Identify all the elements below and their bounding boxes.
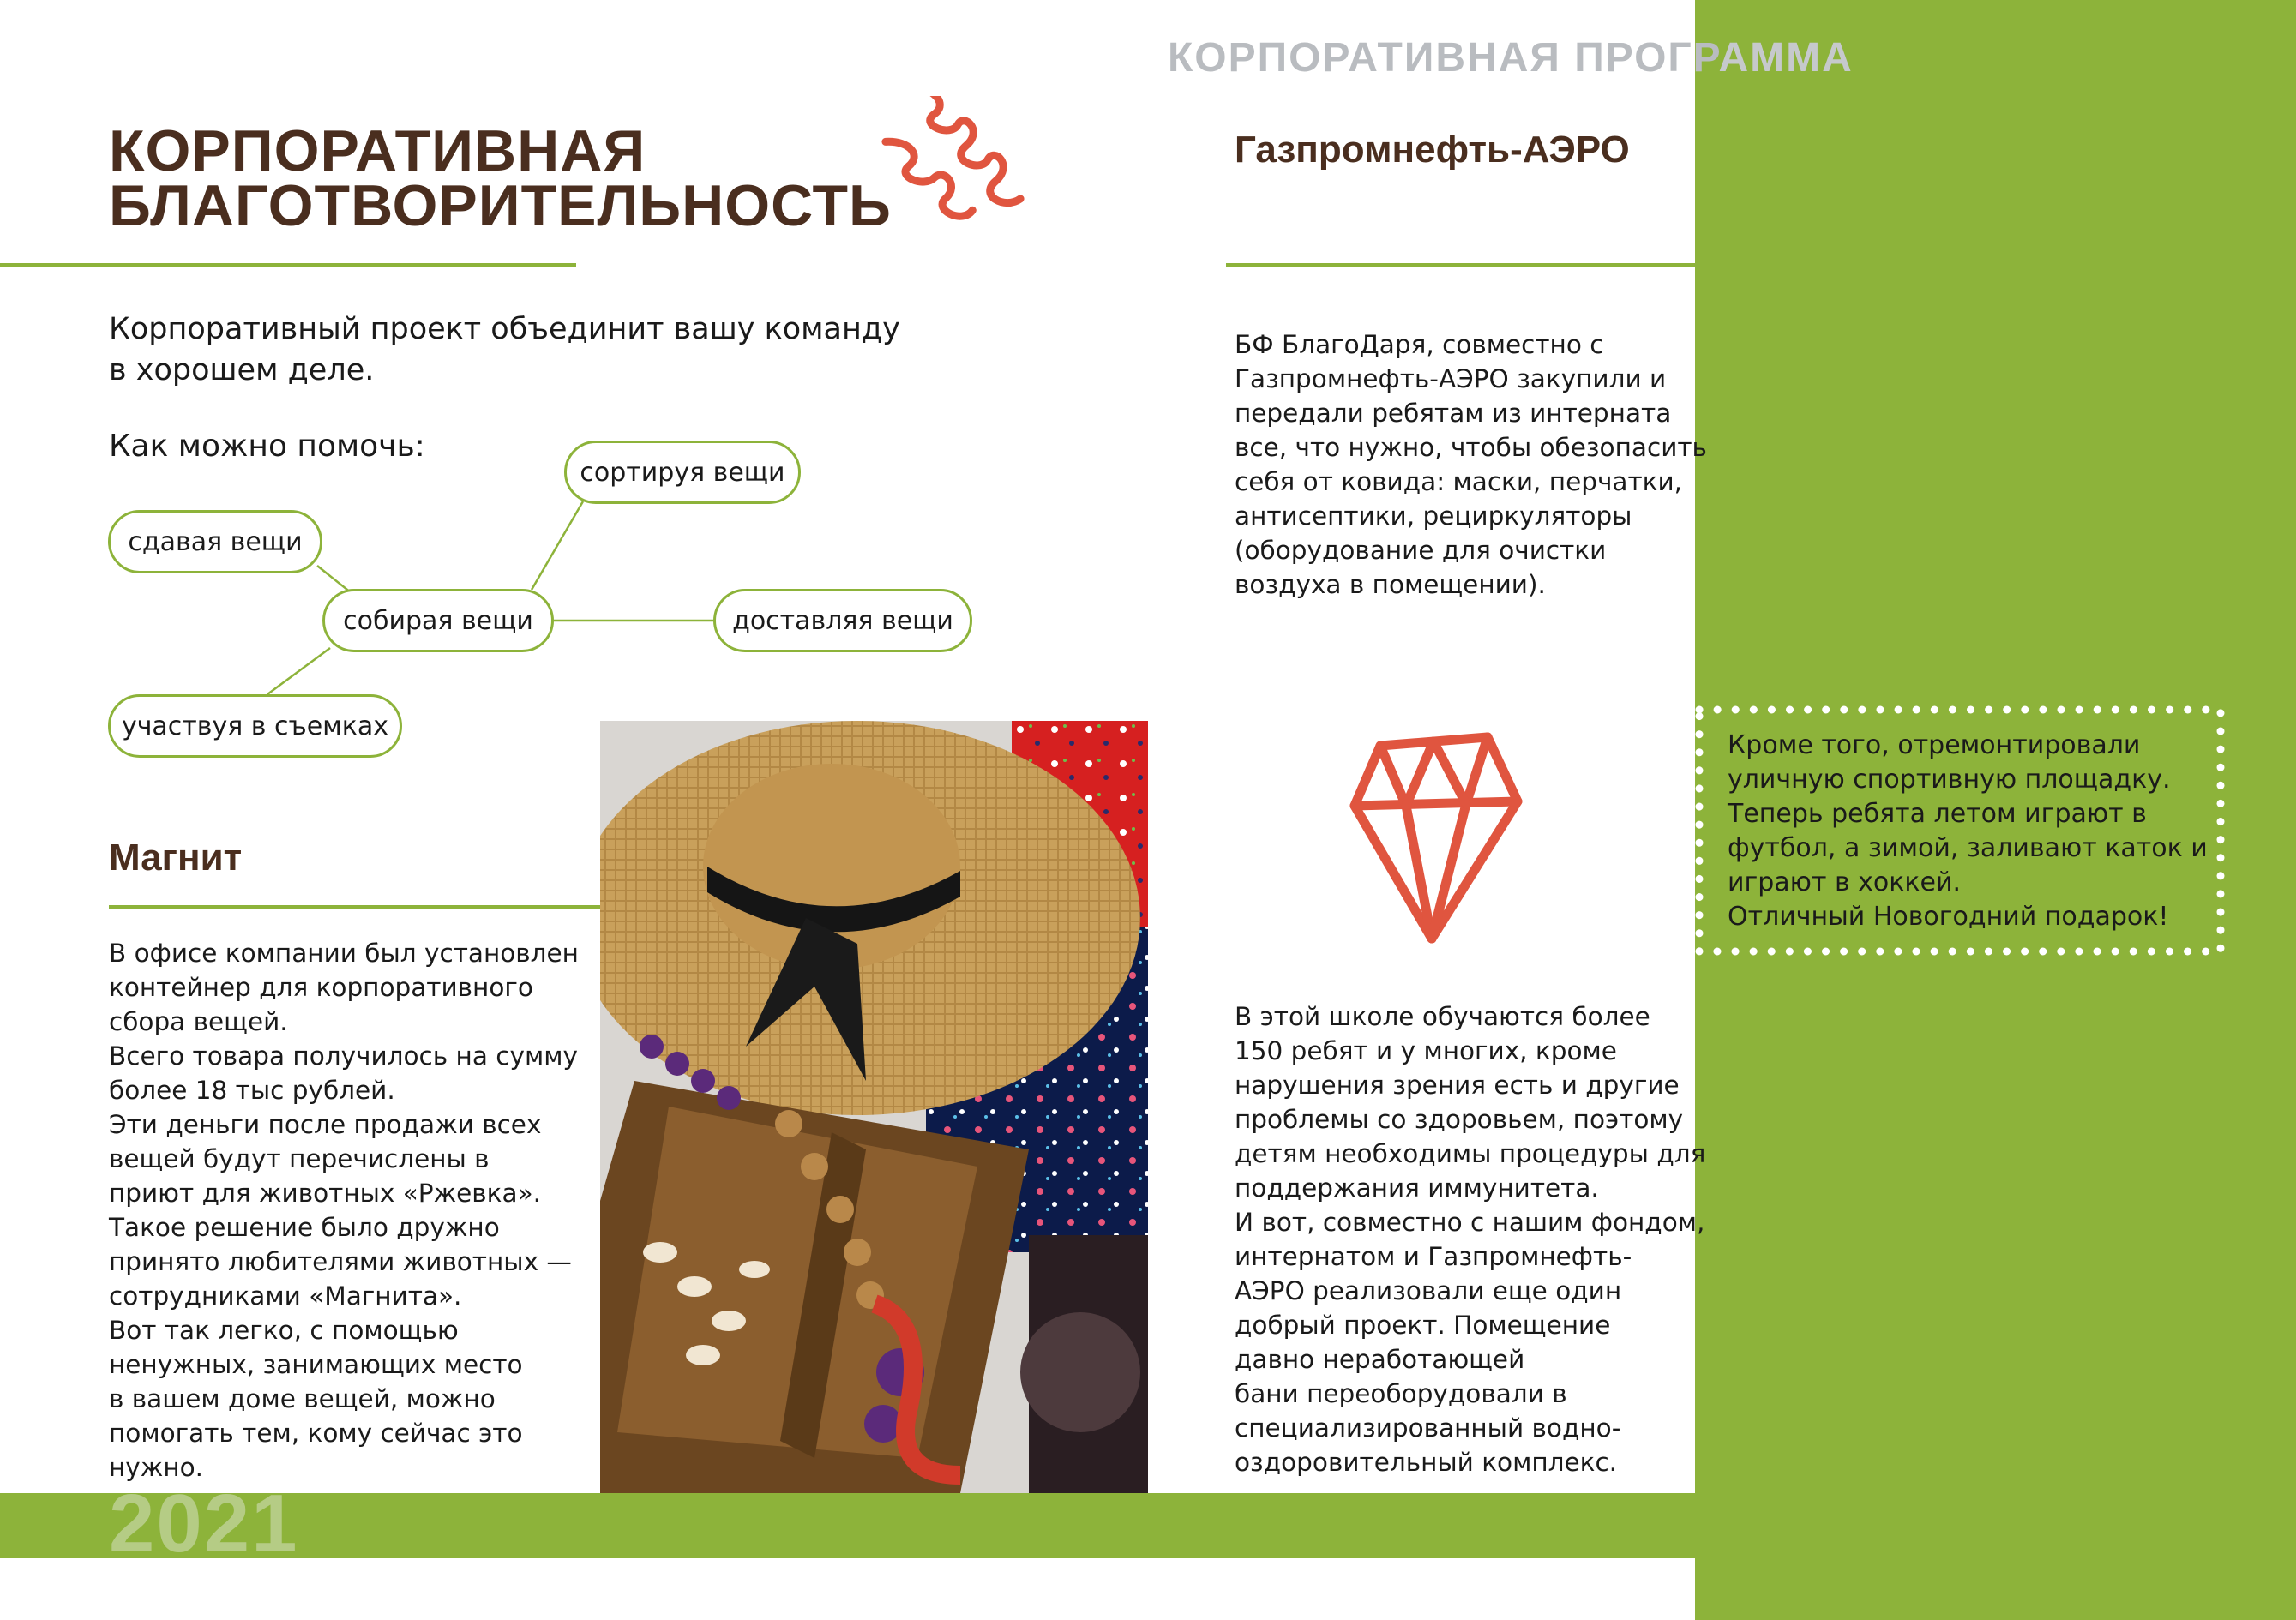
magnit-line-11: сотрудниками «Магнита». (109, 1281, 462, 1311)
magnit-body (109, 936, 579, 1485)
gazprom-intro-line-7: (оборудование для очистки (1235, 536, 1607, 565)
gazprom-school-line-6: поддержания иммунитета. (1235, 1173, 1599, 1203)
gazprom-school-line-3: нарушения зрения есть и другие (1235, 1071, 1680, 1100)
magnit-line-2: контейнер для корпоративного (109, 973, 533, 1002)
gazprom-school-line-4: проблемы со здоровьем, поэтому (1235, 1105, 1684, 1134)
magnit-title: Магнит (109, 837, 243, 879)
gazprom-school-line-5: детям необходимы процедуры для (1235, 1139, 1706, 1168)
donated-items-photo (600, 721, 1148, 1493)
mindmap-shoot: участвуя в съемках (108, 694, 402, 758)
page-title-line-1: КОРПОРАТИВНАЯ (109, 118, 646, 183)
lead-line-2: в хорошем деле. (109, 353, 375, 387)
magnit-line-12: Вот так легко, с помощью (109, 1316, 459, 1345)
gazprom-intro-line-6: антисептики, рециркуляторы (1235, 501, 1632, 531)
magnit-line-3: сбора вещей. (109, 1007, 288, 1036)
magnit-line-13: ненужных, занимающих место (109, 1350, 523, 1379)
gazprom-school-line-10: добрый проект. Помещение (1235, 1311, 1611, 1340)
gazprom-intro-line-2: Газпромнефть-АЭРО закупили и (1235, 364, 1667, 393)
kicker-head: КОРПОРАТИВНАЯ ПРОГР (1168, 35, 1719, 81)
gazprom-school-line-7: И вот, совместно с нашим фондом, (1235, 1208, 1705, 1237)
gazprom-callout (1728, 729, 2208, 934)
callout-line-1: Кроме того, отремонтировали (1728, 730, 2141, 760)
gazprom-intro-line-4: все, что нужно, чтобы обезопасить (1235, 433, 1707, 462)
gazprom-school-line-1: В этой школе обучаются более (1235, 1002, 1650, 1031)
program-kicker (1168, 34, 1854, 81)
mindmap-center: собирая вещи (322, 589, 554, 652)
gazprom-school-line-14: оздоровительный комплекс. (1235, 1448, 1618, 1477)
magnit-underline (109, 905, 600, 909)
callout-line-5: играют в хоккей. (1728, 867, 1962, 897)
gazprom-school-line-12: бани переоборудовали в (1235, 1379, 1567, 1408)
gazprom-underline (1226, 263, 1695, 267)
callout-line-4: футбол, а зимой, заливают каток и (1728, 833, 2208, 863)
magnit-line-4: Всего товара получилось на сумму (109, 1041, 578, 1071)
diamond-icon (1337, 720, 1535, 951)
magnit-line-10: принято любителями животных — (109, 1247, 572, 1276)
year-label: 2021 (109, 1478, 299, 1569)
kicker-tail: АММА (1718, 35, 1854, 81)
callout-line-3: Теперь ребята летом играют в (1728, 799, 2147, 829)
gazprom-school-line-11: давно неработающей (1235, 1345, 1525, 1374)
photo-illustration (600, 721, 1148, 1493)
gazprom-intro-line-3: передали ребятам из интерната (1235, 399, 1672, 428)
magnit-line-14: в вашем доме вещей, можно (109, 1384, 496, 1413)
connector-shoot (267, 648, 330, 694)
gazprom-school (1235, 999, 1705, 1479)
magnit-line-5: более 18 тыс рублей. (109, 1076, 395, 1105)
mindmap-deliver: доставляя вещи (713, 589, 972, 652)
magnit-line-7: вещей будут перечислены в (109, 1144, 490, 1173)
magnit-line-1: В офисе компании был установлен (109, 939, 579, 968)
gazprom-school-line-8: интернатом и Газпромнефть- (1235, 1242, 1632, 1271)
mindmap-connectors (0, 0, 1029, 771)
mindmap-sort: сортируя вещи (564, 441, 801, 504)
magnit-line-9: Такое решение было дружно (109, 1213, 500, 1242)
gazprom-title: Газпромнефть-АЭРО (1235, 129, 1630, 171)
magnit-line-8: приют для животных «Ржевка». (109, 1179, 542, 1208)
gazprom-intro-line-8: воздуха в помещении). (1235, 570, 1546, 599)
gazprom-school-line-9: АЭРО реализовали еще один (1235, 1276, 1622, 1305)
help-heading: Как можно помочь: (109, 429, 425, 464)
gazprom-intro-line-5: себя от ковида: маски, перчатки, (1235, 467, 1683, 496)
callout-line-6: Отличный Новогодний подарок! (1728, 902, 2169, 932)
magnit-line-6: Эти деньги после продажи всех (109, 1110, 542, 1139)
callout-line-2: уличную спортивную площадку. (1728, 765, 2171, 795)
connector-sort (532, 501, 583, 590)
page-title-line-2: БЛАГОТВОРИТЕЛЬНОСТЬ (109, 173, 892, 238)
gazprom-intro-line-1: БФ БлагоДаря, совместно с (1235, 330, 1604, 359)
magnit-line-15: помогать тем, кому сейчас это (109, 1419, 523, 1448)
mindmap-donate: сдавая вещи (108, 510, 322, 573)
magnit-line-16: нужно. (109, 1453, 204, 1482)
lead-line-1: Корпоративный проект объединит вашу команду (109, 312, 900, 346)
gazprom-intro (1235, 327, 1707, 602)
gazprom-school-line-13: специализированный водно- (1235, 1413, 1621, 1443)
gazprom-school-line-2: 150 ребят и у многих, кроме (1235, 1036, 1617, 1065)
